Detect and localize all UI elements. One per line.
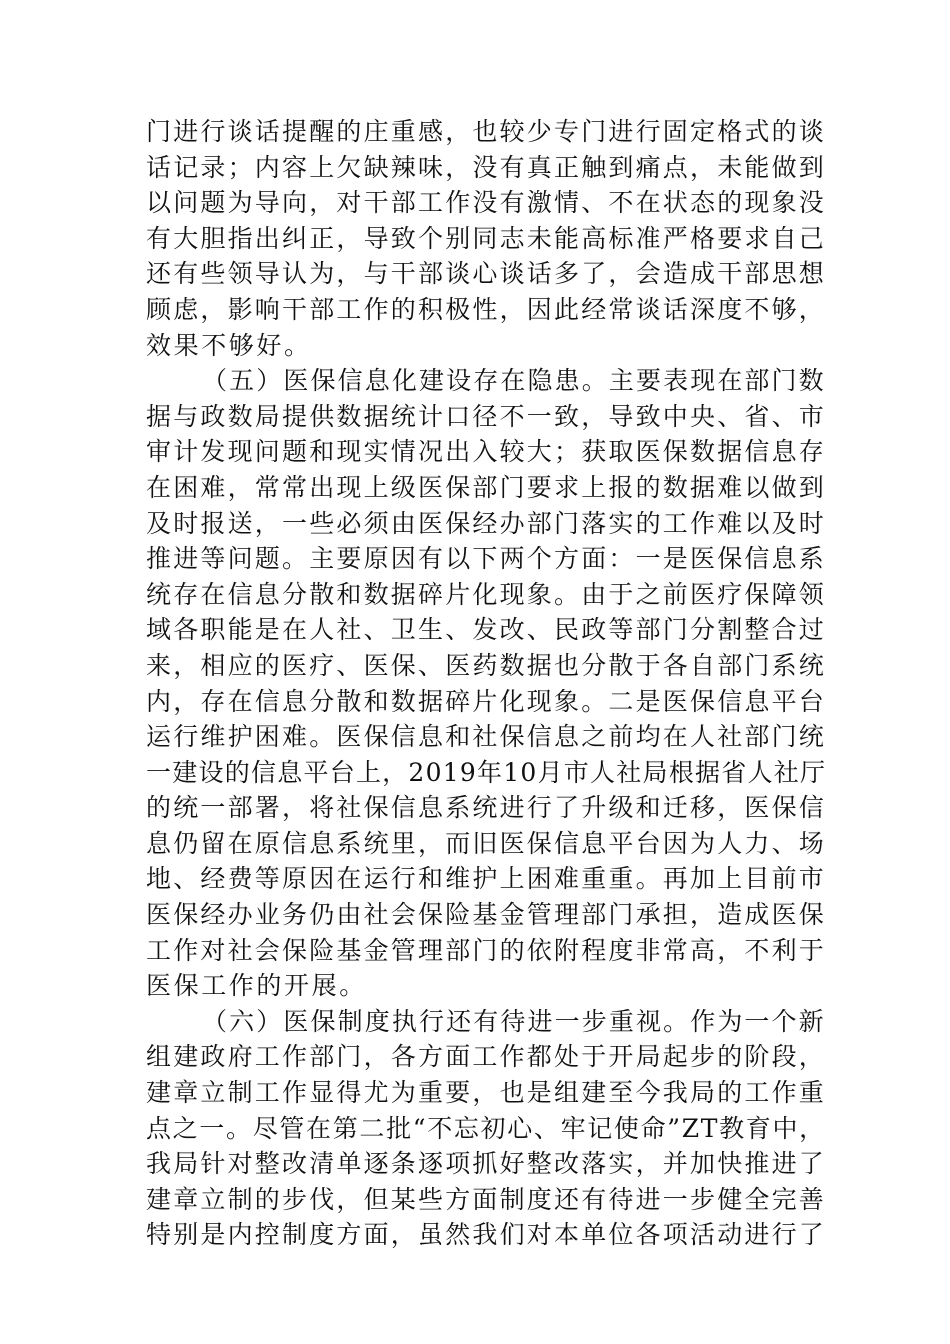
text-line: 统存在信息分散和数据碎片化现象。由于之前医疗保障领: [146, 579, 827, 609]
text-line: 审计发现问题和现实情况出入较大；获取医保数据信息存: [146, 437, 827, 467]
text-line: 来，相应的医疗、医保、医药数据也分散于各自部门系统: [146, 650, 827, 680]
text-line: 建章立制工作显得尤为重要，也是组建至今我局的工作重: [146, 1078, 827, 1108]
body-text: [146, 114, 827, 1253]
text-line: 建章立制的步伐，但某些方面制度还有待进一步健全完善: [146, 1184, 827, 1214]
text-line: 点之一。尽管在第二批“不忘初心、牢记使命”ZT教育中，: [146, 1113, 826, 1143]
section-heading-line: （六）医保制度执行还有待进一步重视。作为一个新: [202, 1006, 826, 1036]
text-line: 工作对社会保险基金管理部门的依附程度非常高，不利于: [146, 935, 827, 965]
text-line: 我局针对整改清单逐条逐项抓好整改落实，并加快推进了: [146, 1149, 827, 1179]
text-line: 及时报送，一些必须由医保经办部门落实的工作难以及时: [146, 508, 827, 538]
text-line: 还有些领导认为，与干部谈心谈话多了，会造成干部思想: [146, 259, 827, 289]
text-line: 域各职能是在人社、卫生、发改、民政等部门分割整合过: [146, 615, 827, 645]
text-line: 有大胆指出纠正，导致个别同志未能高标准严格要求自己: [146, 223, 827, 253]
text-line: 医保工作的开展。: [146, 971, 367, 1001]
text-line: 顾虑，影响干部工作的积极性，因此经常谈话深度不够，: [146, 294, 827, 324]
text-line: 内，存在信息分散和数据碎片化现象。二是医保信息平台: [146, 686, 827, 716]
text-line: 特别是内控制度方面，虽然我们对本单位各项活动进行了: [146, 1220, 827, 1250]
text-line: 的统一部署，将社保信息系统进行了升级和迁移，医保信: [146, 793, 827, 823]
text-line: 在困难，常常出现上级医保部门要求上报的数据难以做到: [146, 472, 827, 502]
text-line: 息仍留在原信息系统里，而旧医保信息平台因为人力、场: [146, 828, 827, 858]
text-line: 门进行谈话提醒的庄重感，也较少专门进行固定格式的谈: [146, 117, 827, 146]
text-line: 医保经办业务仍由社会保险基金管理部门承担，造成医保: [146, 900, 827, 930]
text-line: 据与政数局提供数据统计口径不一致，导致中央、省、市: [146, 401, 827, 431]
text-line: 推进等问题。主要原因有以下两个方面：一是医保信息系: [146, 544, 827, 574]
text-line: 组建政府工作部门，各方面工作都处于开局起步的阶段，: [146, 1042, 827, 1072]
text-line: 话记录；内容上欠缺辣味，没有真正触到痛点，未能做到: [146, 152, 827, 182]
section-heading-line: （五）医保信息化建设存在隐患。主要表现在部门数: [202, 366, 826, 396]
text-line: 一建设的信息平台上，2019年10月市人社局根据省人社厅: [146, 757, 827, 787]
text-line: 地、经费等原因在运行和维护上困难重重。再加上目前市: [146, 864, 827, 894]
text-line: 以问题为导向，对干部工作没有激情、不在状态的现象没: [146, 188, 827, 218]
text-line: 运行维护困难。医保信息和社保信息之前均在人社部门统: [146, 722, 827, 752]
text-line: 效果不够好。: [146, 330, 312, 360]
